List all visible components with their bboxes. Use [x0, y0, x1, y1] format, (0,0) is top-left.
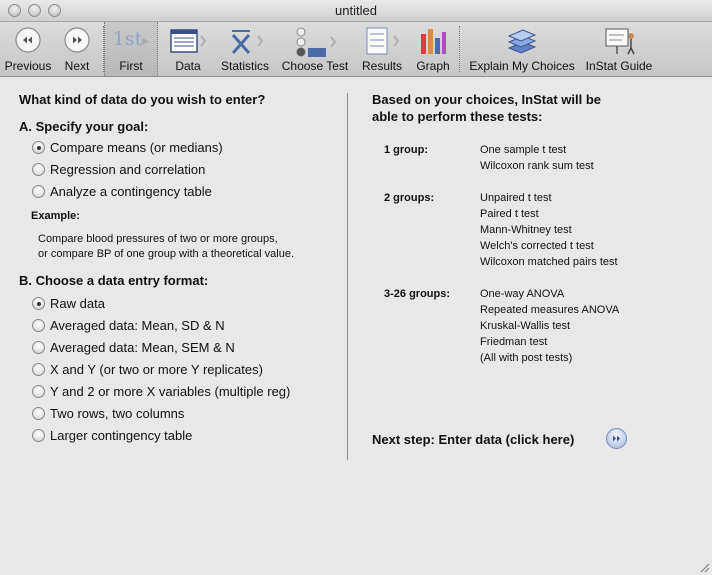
format-option-x-and-y[interactable] — [32, 362, 263, 380]
goal-option-label: Analyze a contingency table — [50, 184, 212, 199]
resize-grip-icon[interactable] — [698, 561, 710, 573]
format-option-mean-sd-n[interactable] — [32, 318, 225, 336]
statistics-label: Statistics — [220, 59, 269, 73]
test-item: One-way ANOVA — [480, 288, 565, 300]
results-step-button[interactable] — [358, 22, 406, 76]
test-item: Kruskal-Wallis test — [480, 320, 571, 332]
results-sheet-icon — [360, 26, 404, 56]
available-tests-heading-line2: able to perform these tests: — [372, 109, 543, 124]
guide-label: InStat Guide — [585, 59, 653, 73]
books-icon — [504, 26, 540, 56]
test-item: Mann-Whitney test — [480, 224, 572, 236]
title-bar — [0, 0, 712, 22]
forward-arrow-icon — [63, 26, 91, 54]
bar-graph-icon — [417, 26, 449, 56]
radio-icon[interactable] — [32, 363, 45, 376]
data-label: Data — [175, 59, 201, 73]
radio-icon[interactable] — [32, 319, 45, 332]
format-option-label: Y and 2 or more X variables (multiple reg) — [50, 384, 291, 399]
format-option-label: Averaged data: Mean, SEM & N — [50, 340, 235, 355]
statistics-step-button[interactable] — [217, 22, 273, 76]
goal-option-label: Regression and correlation — [50, 162, 206, 177]
radio-selected-icon[interactable] — [32, 141, 45, 154]
graph-label: Graph — [416, 59, 450, 73]
radio-icon[interactable] — [32, 429, 45, 442]
format-option-larger-contingency[interactable] — [32, 428, 192, 446]
explain-label: Explain My Choices — [469, 59, 575, 73]
radio-icon[interactable] — [32, 341, 45, 354]
format-option-label: Averaged data: Mean, SD & N — [50, 318, 225, 333]
window-title: untitled — [335, 3, 377, 18]
goal-option-label: Compare means (or medians) — [50, 140, 223, 155]
previous-label: Previous — [4, 59, 52, 73]
test-item: Wilcoxon rank sum test — [480, 160, 594, 172]
example-text-line2: or compare BP of one group with a theoretical value. — [38, 248, 295, 260]
x-bar-statistics-icon — [223, 26, 267, 56]
forward-arrow-icon — [607, 429, 626, 448]
format-option-mean-sem-n[interactable] — [32, 340, 235, 358]
next-step-link[interactable]: Next step: Enter data (click here) — [372, 432, 575, 447]
goal-option-regression[interactable] — [32, 162, 205, 180]
test-item: (All with post tests) — [480, 352, 573, 364]
panel-divider — [347, 93, 348, 460]
test-item: Repeated measures ANOVA — [480, 304, 620, 316]
goal-option-contingency[interactable] — [32, 184, 212, 202]
available-tests-heading-line1: Based on your choices, InStat will be — [372, 92, 601, 107]
explain-my-choices-button[interactable] — [467, 22, 577, 76]
test-item: Friedman test — [480, 336, 548, 348]
choose-test-label: Choose Test — [281, 59, 349, 73]
group-label-3: 3-26 groups: — [384, 288, 451, 300]
results-label: Results — [361, 59, 402, 73]
test-item: Wilcoxon matched pairs test — [480, 256, 618, 268]
format-option-label: Two rows, two columns — [50, 406, 185, 421]
test-item: Welch's corrected t test — [480, 240, 594, 252]
group-label-2: 2 groups: — [384, 192, 435, 204]
toolbar-separator — [459, 26, 460, 72]
toolbar — [0, 22, 712, 77]
section-a-heading: A. Specify your goal: — [19, 119, 149, 134]
format-option-label: X and Y (or two or more Y replicates) — [50, 362, 263, 377]
graph-step-button[interactable] — [411, 22, 455, 76]
format-option-two-by-two[interactable] — [32, 406, 184, 424]
radio-icon[interactable] — [32, 163, 45, 176]
guide-board-icon — [601, 26, 637, 56]
next-step-button[interactable] — [606, 428, 627, 449]
format-option-multiple-reg[interactable] — [32, 384, 290, 402]
goal-option-compare-means[interactable] — [32, 140, 223, 158]
data-table-icon — [166, 26, 210, 56]
main-panel — [0, 77, 712, 575]
first-step-label: First — [119, 59, 143, 73]
test-item: Paired t test — [480, 208, 539, 220]
choose-test-icon — [290, 26, 340, 58]
instat-guide-button[interactable] — [582, 22, 656, 76]
test-item: Unpaired t test — [480, 192, 552, 204]
section-b-heading: B. Choose a data entry format: — [19, 273, 209, 288]
first-step-icon: 1st▸ — [112, 28, 150, 50]
format-option-label: Raw data — [50, 296, 105, 311]
format-option-label: Larger contingency table — [50, 428, 193, 443]
radio-icon[interactable] — [32, 185, 45, 198]
example-text-line1: Compare blood pressures of two or more groups, — [38, 233, 278, 245]
next-label: Next — [64, 59, 90, 73]
group-label-1: 1 group: — [384, 144, 428, 156]
data-kind-question: What kind of data do you wish to enter? — [19, 92, 266, 107]
format-option-raw-data[interactable] — [32, 296, 105, 314]
previous-button[interactable] — [2, 22, 54, 76]
radio-selected-icon[interactable] — [32, 297, 45, 310]
next-button[interactable] — [56, 22, 98, 76]
choose-test-step-button[interactable] — [279, 22, 351, 76]
radio-icon[interactable] — [32, 385, 45, 398]
back-arrow-icon — [14, 26, 42, 54]
radio-icon[interactable] — [32, 407, 45, 420]
data-step-button[interactable] — [162, 22, 214, 76]
test-item: One sample t test — [480, 144, 567, 156]
example-label: Example: — [31, 210, 80, 222]
first-step-button[interactable] — [104, 22, 158, 76]
first-step-icon-text: 1st — [112, 28, 143, 50]
